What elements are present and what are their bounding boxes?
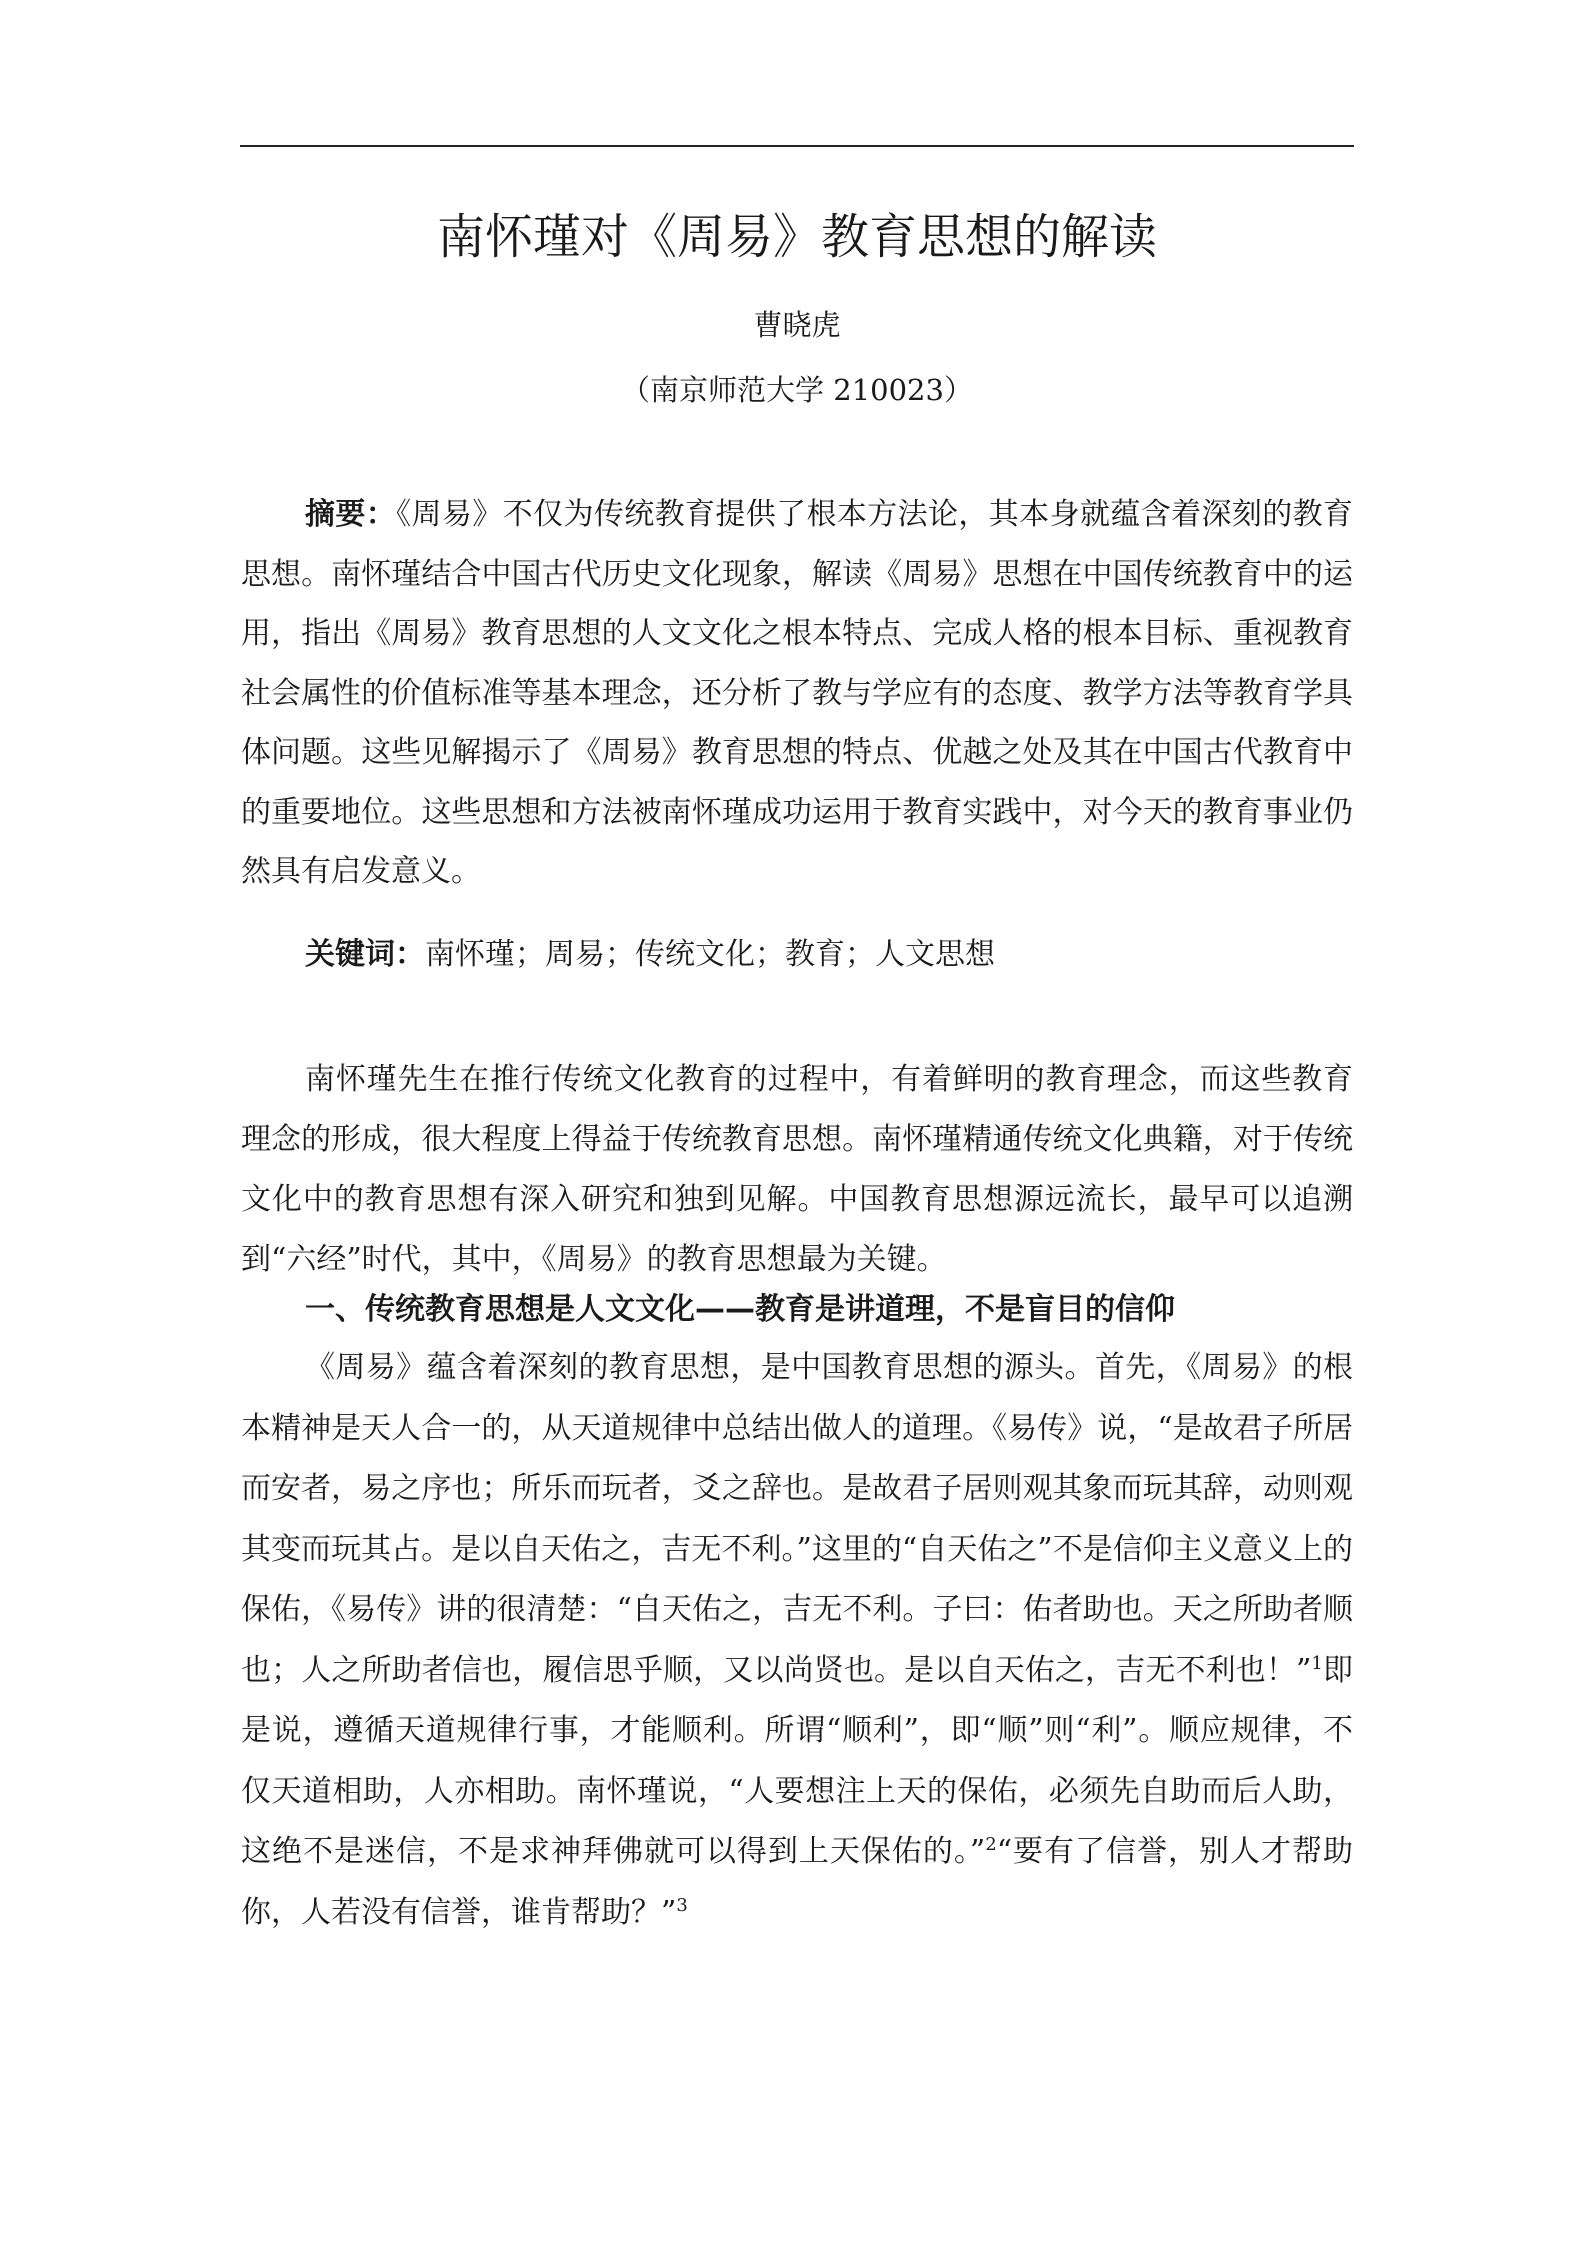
keywords-line	[241, 925, 1353, 985]
section-heading: 一、传统教育思想是人文文化——教育是讲道理，不是盲目的信仰	[305, 1292, 1175, 1327]
body-text-part-3: “要有了信誉，别人才帮助你，人若没有信誉，谁肯帮助？”	[241, 1834, 1353, 1930]
paper-title: 南怀瑾对《周易》教育思想的解读	[436, 209, 1157, 265]
author-name: 曹晓虎	[753, 308, 841, 342]
abstract-label: 摘要：	[305, 497, 397, 532]
intro-paragraph: 南怀瑾先生在推行传统文化教育的过程中，有着鲜明的教育理念，而这些教育理念的形成，很大程度上得益于传统教育思想。南怀瑾精通传统文化典籍，对于传统文化中的教育思想有深入研究和独到见解。中国教育思想源远流长，最早可以追溯到“六经”时代，其中，《周易》的教育思想最为关键。	[241, 1062, 1353, 1277]
keywords-label: 关键词：	[305, 937, 425, 972]
footnote-marker[interactable]: 3	[676, 1894, 688, 1916]
footnote-marker[interactable]: 2	[985, 1834, 997, 1855]
footnote-marker[interactable]: 1	[1311, 1652, 1323, 1674]
abstract-paragraph	[241, 485, 1353, 902]
keywords-text: 南怀瑾；周易；传统文化；教育；人文思想	[425, 937, 995, 972]
abstract-text: 《周易》不仅为传统教育提供了根本方法论，其本身就蕴含着深刻的教育思想。南怀瑾结合中国古代历史文化现象，解读《周易》思想在中国传统教育中的运用，指出《周易》教育思想的人文文化之根本特点、完成人格的根本目标、重视教育社会属性的价值标准等基本理念，还分析了教与学应有的态度、教学方法等教育学具体问题。这些见解揭示了《周易》教育思想的特点、优越之处及其在中国古代教育中的重要地位。这些思想和方法被南怀瑾成功运用于教育实践中，对今天的教育事业仍然具有启发意义。	[241, 497, 1354, 889]
author-affiliation: （南京师范大学 210023）	[621, 373, 973, 407]
body-text-part-2: 即是说，遵循天道规律行事，才能顺利。所谓“顺利”，即“顺”则“利”。顺应规律，不仅天道相助，人亦相助。南怀瑾说，“人要想注上天的保佑，必须先自助而后人助，这绝不是迷信，不是求神拜佛就可以得到上天保佑的。”	[241, 1652, 1354, 1869]
header-rule	[240, 145, 1354, 147]
body-text-part-1: 《周易》蕴含着深刻的教育思想，是中国教育思想的源头。首先，《周易》的根本精神是天人合一的，从天道规律中总结出做人的道理。《易传》说，“是故君子所居而安者，易之序也；所乐而玩者，爻之辞也。是故君子居则观其象而玩其辞，动则观其变而玩其占。是以自天佑之，吉无不利。”这里的“自天佑之”不是信仰主义意义上的保佑，《易传》讲的很清楚：“自天佑之，吉无不利。子曰：佑者助也。天之所助者顺也；人之所助者信也，履信思乎顺，又以尚贤也。是以自天佑之，吉无不利也！”	[241, 1350, 1353, 1688]
body-paragraph	[241, 1338, 1353, 1943]
